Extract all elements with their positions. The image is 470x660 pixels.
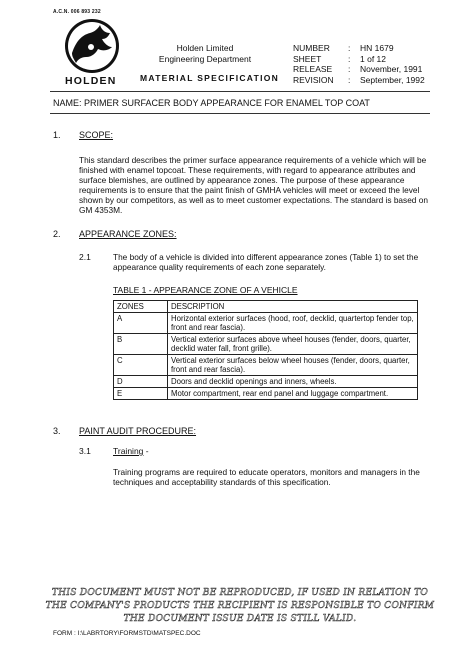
document-name: NAME: PRIMER SURFACER BODY APPEARANCE FOR ENAMEL TOP COAT [53, 98, 370, 108]
table-row [114, 313, 418, 334]
description-cell: Doors and decklid openings and inners, wheels. [168, 376, 418, 388]
table-header: ZONES [114, 301, 168, 313]
meta-sheet-row [293, 54, 425, 65]
description-cell: Vertical exterior surfaces below wheel houses (fender, doors, quarter, front and rear fascia). [168, 355, 418, 376]
meta-key: NUMBER [293, 43, 330, 53]
meta-number-row [293, 43, 425, 54]
document-type: MATERIAL SPECIFICATION [140, 73, 280, 83]
document-meta [293, 43, 425, 85]
meta-separator: : [348, 74, 351, 85]
subsection-3-1-number: 3.1 [79, 446, 91, 456]
form-path: FORM : I:\LABRTORY\FORMSTD\MATSPEC.DOC [53, 630, 201, 637]
table-header: DESCRIPTION [168, 301, 418, 313]
meta-revision-row [293, 75, 425, 86]
meta-key: REVISION [293, 74, 334, 85]
header-divider [50, 91, 430, 92]
table-row [114, 355, 418, 376]
holden-lion-logo-icon [58, 17, 126, 75]
meta-separator: : [348, 43, 351, 53]
meta-value: November, 1991 [360, 64, 423, 74]
meta-value: 1 of 12 [360, 53, 386, 64]
appearance-zones-table [113, 300, 418, 400]
subsection-2-1-number: 2.1 [79, 252, 91, 262]
section-2-number: 2. [53, 229, 61, 239]
table-row [114, 376, 418, 388]
description-cell: Motor compartment, rear end panel and luggage compartment. [168, 388, 418, 400]
table-header-row [114, 301, 418, 313]
zone-cell: A [114, 313, 168, 334]
table-row [114, 334, 418, 355]
zone-cell: D [114, 376, 168, 388]
zone-cell: C [114, 355, 168, 376]
reproduction-notice: THIS DOCUMENT MUST NOT BE REPRODUCED, IF USED IN RELATION TO THE COMPANY'S PRODUCTS THE RECIPIENT IS RESPONSIBLE TO CONFIRM THE DOCUMENT ISSUE DATE IS STILL VALID. [45, 588, 435, 624]
subsection-3-1-title: Training [113, 446, 144, 456]
description-cell: Vertical exterior surfaces above wheel houses (fender, doors, quarter, decklid water fall, front grille). [168, 334, 418, 355]
table-row [114, 388, 418, 400]
name-divider [50, 113, 430, 114]
company-name: Holden Limited [176, 43, 234, 53]
subsection-3-1-title-suffix: - [143, 446, 149, 456]
description-cell: Horizontal exterior surfaces (hood, roof, decklid, quartertop fender top, front and rear fascia). [168, 313, 418, 334]
logo-text: HOLDEN [65, 75, 117, 87]
meta-separator: : [348, 64, 351, 74]
meta-key: RELEASE [293, 64, 333, 74]
table-title: TABLE 1 - APPEARANCE ZONE OF A VEHICLE [113, 285, 298, 295]
scope-text: This standard describes the primer surface appearance requirements of a vehicle which will be finished with enamel topcoat. These requirements, with regard to appearance attributes and surface blemishes, are outlined by appearance zones. The purpose of these appearance requirements is to ensure that the paint finish of GMHA vehicles will meet or exceed the level shown by our competitors, as well as to meet customer expectations. The standard is based on GM 4353M. [79, 155, 428, 215]
zone-cell: E [114, 388, 168, 400]
meta-value: HN 1679 [360, 43, 394, 53]
zone-cell: B [114, 334, 168, 355]
subsection-3-1-heading [113, 446, 149, 456]
subsection-2-1-text: The body of a vehicle is divided into different appearance zones (Table 1) to set the appearance quality requirements of each zone separately. [113, 252, 419, 272]
subsection-3-1-text: Training programs are required to educate operators, monitors and managers in the techniques and acceptability standards of this specification. [113, 467, 420, 487]
company-block [150, 43, 260, 65]
department-name: Engineering Department [158, 54, 252, 64]
section-1-number: 1. [53, 130, 61, 140]
section-2-title: APPEARANCE ZONES: [79, 229, 177, 239]
meta-separator: : [348, 53, 351, 64]
acn-number: A.C.N. 006 893 232 [53, 9, 101, 15]
meta-value: September, 1992 [360, 74, 425, 85]
meta-key: SHEET [293, 53, 322, 64]
section-1-title: SCOPE: [79, 130, 114, 140]
section-3-number: 3. [53, 426, 61, 436]
section-3-title: PAINT AUDIT PROCEDURE: [79, 426, 197, 436]
meta-release-row [293, 64, 425, 75]
